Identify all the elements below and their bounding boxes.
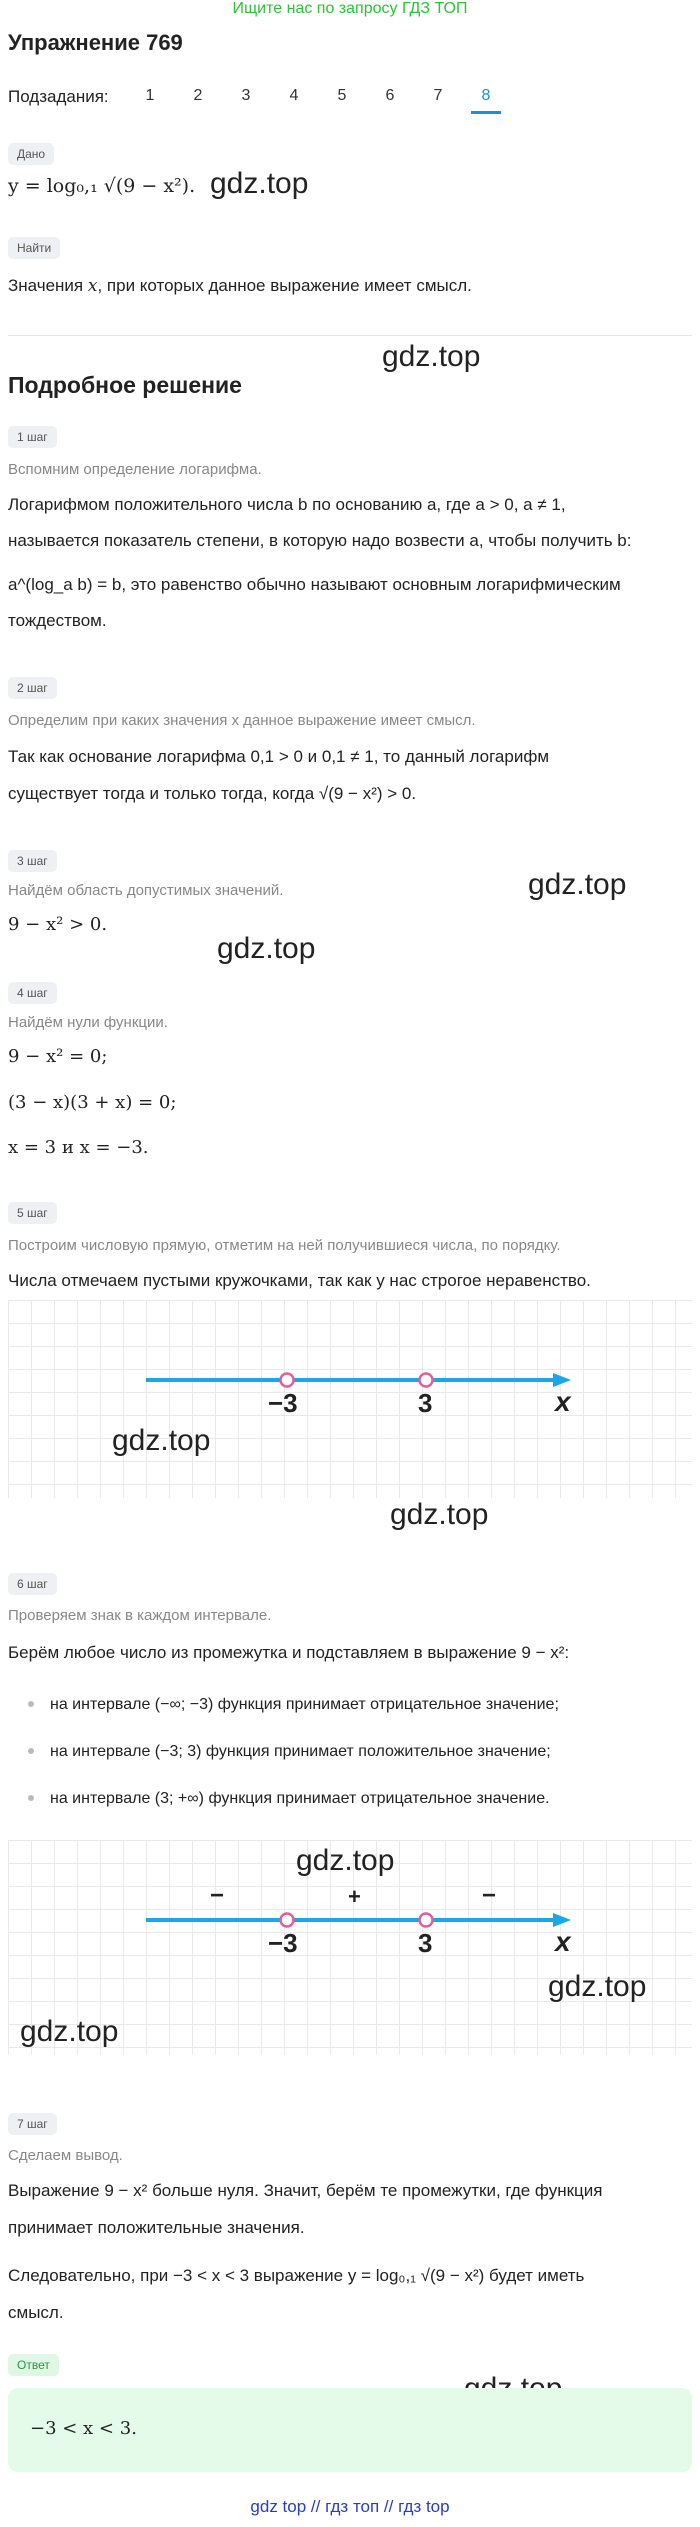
point-label-minus3: −3 [268,1388,298,1418]
given-tag-wrap [8,143,54,165]
sign-minus-left: − [210,1882,225,1909]
sign-minus-right: − [482,1882,497,1909]
step-4-line: (3 − x)(3 + x) = 0; [8,1092,177,1113]
find-tag-wrap [8,237,60,259]
answer-value: −3 < x < 3. [30,2418,137,2439]
step-tag-wrap [8,850,57,872]
step-3-hint: Найдём область допустимых значений. [8,882,284,899]
point-label-3: 3 [418,1928,433,1958]
footer-links[interactable]: gdz top // гдз топ // гдз top [250,2497,450,2516]
step-3-line: 9 − x² > 0. [8,914,108,935]
axis-arrow-icon [553,1913,571,1927]
step-tag-wrap [8,1202,57,1224]
step-6-tag: 6 шаг [8,1573,57,1595]
answer-box [8,2388,692,2472]
point-label-3: 3 [418,1388,433,1418]
given-tag: Дано [8,143,54,165]
step-tag-wrap [8,1573,57,1595]
watermark: gdz.top [296,1844,395,1877]
find-text: Значения x, при которых данное выражение имеет смысл. [8,276,472,296]
subtask-1[interactable]: 1 [145,87,155,104]
active-subtask-underline [471,111,501,114]
axis-label: x [555,1386,571,1417]
number-line-figure [8,1300,692,1498]
step-5-line: Числа отмечаем пустыми кружочками, так как у нас строгое неравенство. [8,1271,591,1290]
step-7-line: принимает положительные значения. [8,2218,305,2237]
subtask-8[interactable]: 8 [481,87,491,104]
step-tag-wrap [8,677,57,699]
subtask-2[interactable]: 2 [193,87,203,104]
watermark: gdz.top [390,1498,489,1531]
step-7-line: смысл. [8,2303,64,2322]
step-4-line: x = 3 и x = −3. [8,1137,149,1158]
subtask-4[interactable]: 4 [289,87,299,104]
step-7-line: Следовательно, при −3 < x < 3 выражение y = log₀,₁ √(9 − x²) будет иметь [8,2266,585,2285]
step-2-tag: 2 шаг [8,677,57,699]
watermark: gdz.top [548,1970,647,2003]
sign-chart-figure [8,1840,692,2055]
interval-item: на интервале (−∞; −3) функция принимает отрицательное значение; [50,1696,559,1713]
step-4-line: 9 − x² = 0; [8,1046,108,1067]
step-4-tag: 4 шаг [8,982,57,1004]
step-1-hint: Вспомним определение логарифма. [8,461,262,478]
divider [8,335,692,336]
step-tag-wrap [8,2113,57,2135]
sign-plus-middle: + [348,1884,361,1909]
step-1-line: называется показатель степени, в которую надо возвести a, чтобы получить b: [8,531,632,550]
interval-item: на интервале (−3; 3) функция принимает положительное значение; [50,1743,551,1760]
top-search-link[interactable]: Ищите нас по запросу ГДЗ ТОП [232,0,468,17]
answer-tag: Ответ [8,2354,59,2376]
step-2-line: Так как основание логарифма 0,1 > 0 и 0,1 ≠ 1, то данный логарифм [8,747,550,766]
watermark: gdz.top [112,1424,211,1457]
watermark: gdz.top [528,868,627,901]
step-5-hint: Построим числовую прямую, отметим на ней получившиеся числа, по порядку. [8,1237,561,1254]
point-label-minus3: −3 [268,1928,298,1958]
step-6-hint: Проверяем знак в каждом интервале. [8,1607,272,1624]
subtask-3[interactable]: 3 [241,87,251,104]
open-point-minus3 [281,1914,294,1927]
step-4-hint: Найдём нули функции. [8,1014,168,1031]
bullet-icon [28,1795,34,1801]
bullet-icon [28,1701,34,1707]
step-7-tag: 7 шаг [8,2113,57,2135]
bullet-icon [28,1748,34,1754]
step-7-hint: Сделаем вывод. [8,2147,123,2164]
step-2-line: существует тогда и только тогда, когда √(9 − x²) > 0. [8,784,417,803]
subtask-7[interactable]: 7 [433,87,443,104]
subtask-6[interactable]: 6 [385,87,395,104]
open-point-3 [420,1914,433,1927]
watermark: gdz.top [210,167,309,200]
step-1-line: тождеством. [8,611,107,630]
open-point-3 [420,1374,433,1387]
step-7-line: Выражение 9 − x² больше нуля. Значит, берём те промежутки, где функция [8,2181,603,2200]
step-tag-wrap [8,982,57,1004]
page-title: Упражнение 769 [8,30,183,55]
subtask-5[interactable]: 5 [337,87,347,104]
watermark: gdz.top [20,2015,119,2048]
watermark: gdz.top [217,932,316,965]
subtasks-label: Подзадания: [8,87,109,106]
step-1-line: Логарифмом положительного числа b по основанию a, где a > 0, a ≠ 1, [8,495,566,514]
step-1-tag: 1 шаг [8,426,57,448]
open-point-minus3 [281,1374,294,1387]
step-3-tag: 3 шаг [8,850,57,872]
step-1-line: a^(log_a b) = b, это равенство обычно называют основным логарифмическим [8,575,621,594]
step-tag-wrap [8,426,57,448]
step-2-hint: Определим при каких значения x данное выражение имеет смысл. [8,712,476,729]
interval-item: на интервале (3; +∞) функция принимает отрицательное значение. [50,1790,550,1807]
answer-tag-wrap [8,2354,59,2376]
given-expression: y = log₀,₁ √(9 − x²). [8,175,196,197]
axis-label: x [555,1926,571,1957]
find-tag: Найти [8,237,60,259]
number-line-svg [8,1300,692,1498]
step-5-tag: 5 шаг [8,1202,57,1224]
solution-heading: Подробное решение [8,372,242,398]
watermark: gdz.top [382,340,481,373]
axis-arrow-icon [553,1373,571,1387]
step-6-line: Берём любое число из промежутка и подставляем в выражение 9 − x²: [8,1643,570,1662]
